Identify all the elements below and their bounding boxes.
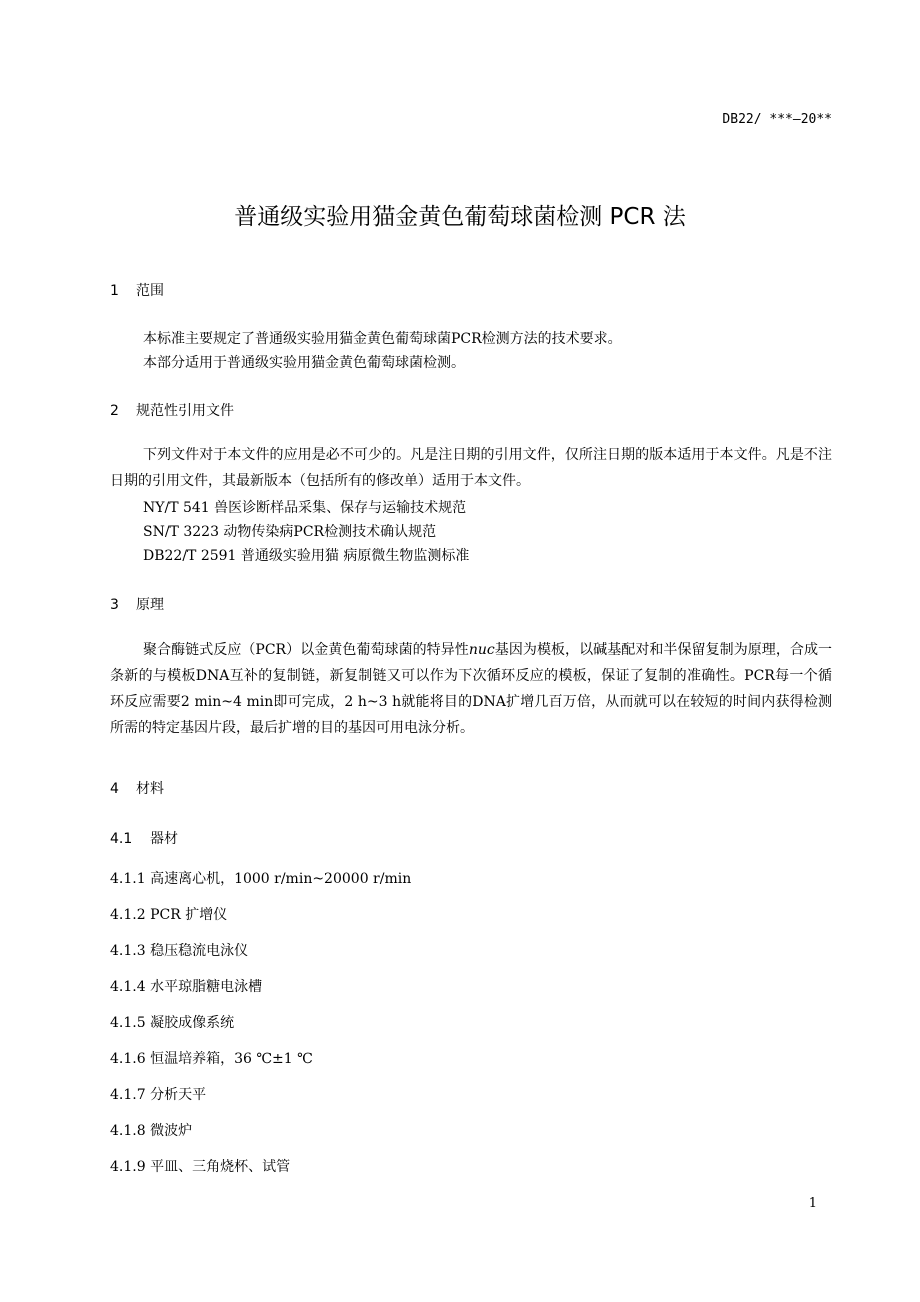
section-title: 原理 (136, 597, 164, 613)
section-2-heading (110, 400, 234, 420)
section-number: 2 (110, 403, 119, 419)
section-title: 材料 (136, 781, 164, 797)
paragraph: 本标准主要规定了普通级实验用猫金黄色葡萄球菌PCR检测方法的技术要求。 (143, 331, 622, 347)
section-1-heading (110, 280, 164, 300)
section-number: 3 (110, 597, 119, 613)
document-title: 普通级实验用猫金黄色葡萄球菌检测 PCR 法 (234, 204, 686, 230)
subsection-number: 4.1 (110, 831, 133, 847)
section-4-heading (110, 778, 164, 798)
text-run: 基因为模板，以碱基配对和半保留复制为原理，合成一条新的与模板DNA互补的复制链，新复制链又可以作为下次循环反应的模板，保证了复制的准确性。PCR每一个循环反应需要2 min~4 min即可完成，2 h~3 h就能将目的DNA扩增几百万倍，从而就可以在较短的时间内获得检测所需的特定基因片段，最后扩增的目的基因可用电泳分析。 (110, 642, 833, 736)
subsection-heading (110, 828, 178, 848)
equipment-item: 4.1.6 恒温培养箱，36 ℃±1 ℃ (110, 1051, 313, 1067)
section-title: 规范性引用文件 (136, 403, 234, 419)
page-number: 1 (808, 1196, 817, 1211)
reference-item: SN/T 3223 动物传染病PCR检测技术确认规范 (143, 524, 437, 540)
equipment-item: 4.1.8 微波炉 (110, 1123, 193, 1139)
equipment-item: 4.1.3 稳压稳流电泳仪 (110, 943, 249, 959)
paragraph: 下列文件对于本文件的应用是必不可少的。凡是注日期的引用文件，仅所注日期的版本适用于本文件。凡是不注日期的引用文件，其最新版本（包括所有的修改单）适用于本文件。 (110, 447, 832, 489)
text-run: 聚合酶链式反应（PCR）以金黄色葡萄球菌的特异性 (143, 642, 469, 658)
reference-item: DB22/T 2591 普通级实验用猫 病原微生物监测标准 (143, 548, 470, 564)
section-3-heading (110, 594, 164, 614)
equipment-item: 4.1.9 平皿、三角烧杯、试管 (110, 1159, 291, 1175)
equipment-item: 4.1.4 水平琼脂糖电泳槽 (110, 979, 263, 995)
section-number: 1 (110, 283, 119, 299)
equipment-item: 4.1.7 分析天平 (110, 1087, 207, 1103)
subsection-title: 器材 (150, 831, 178, 847)
section-number: 4 (110, 781, 119, 797)
reference-item: NY/T 541 兽医诊断样品采集、保存与运输技术规范 (143, 500, 467, 516)
equipment-item: 4.1.1 高速离心机，1000 r/min~20000 r/min (110, 871, 412, 887)
document-code: DB22/ ***—20** (722, 112, 832, 127)
gene-name: nuc (468, 642, 495, 658)
equipment-item: 4.1.5 凝胶成像系统 (110, 1015, 235, 1031)
section-title: 范围 (136, 283, 164, 299)
principle-paragraph (110, 637, 832, 741)
equipment-item: 4.1.2 PCR 扩增仪 (110, 907, 228, 923)
paragraph: 本部分适用于普通级实验用猫金黄色葡萄球菌检测。 (143, 355, 465, 371)
